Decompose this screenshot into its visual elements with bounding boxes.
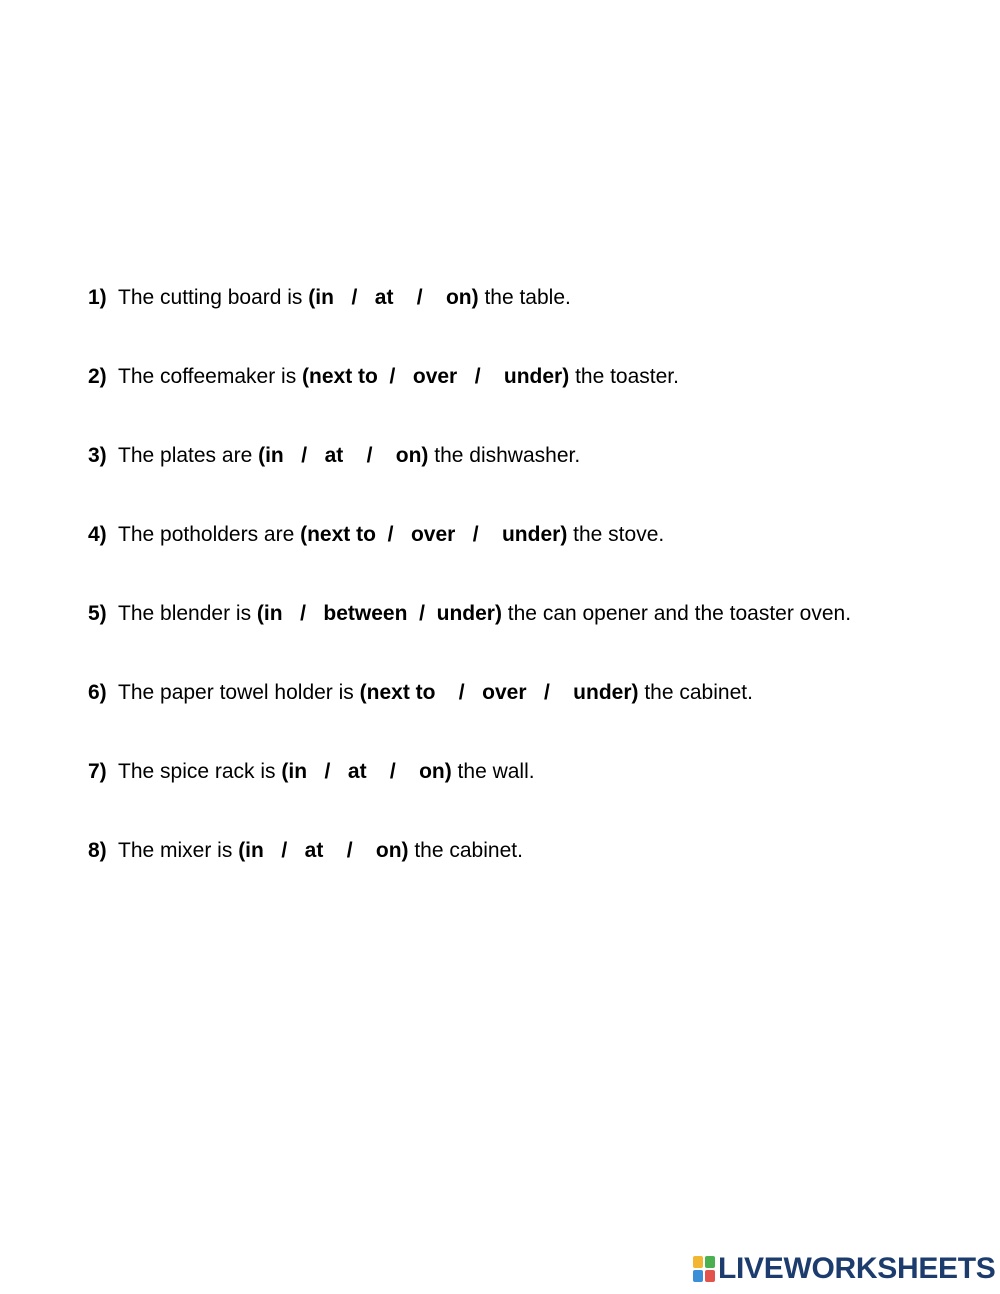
question-number: 8)	[88, 839, 107, 862]
logo-tile	[693, 1256, 703, 1268]
question-choices[interactable]: (in / at / on)	[281, 760, 452, 783]
question-text-after: the can opener and the toaster oven.	[501, 602, 852, 625]
question-1	[88, 282, 988, 361]
logo-tile	[693, 1270, 703, 1282]
question-7	[88, 756, 988, 835]
question-text-before: The mixer is	[118, 839, 239, 862]
question-choices[interactable]: (in / at / on)	[238, 839, 409, 862]
question-number: 7)	[88, 760, 107, 783]
liveworksheets-logo-icon	[693, 1256, 715, 1282]
question-text-after: the dishwasher.	[428, 444, 581, 467]
question-text-before: The cutting board is	[118, 286, 309, 309]
question-text-before: The plates are	[118, 444, 259, 467]
question-text-before: The blender is	[118, 602, 257, 625]
question-text-before: The paper towel holder is	[118, 681, 360, 704]
question-number: 3)	[88, 444, 107, 467]
question-number: 1)	[88, 286, 107, 309]
question-number: 5)	[88, 602, 107, 625]
question-text-after: the toaster.	[569, 365, 679, 388]
question-choices[interactable]: (in / at / on)	[258, 444, 429, 467]
question-choices[interactable]: (in / at / on)	[308, 286, 479, 309]
question-2	[88, 361, 988, 440]
question-text-after: the cabinet.	[408, 839, 523, 862]
question-6	[88, 677, 988, 756]
question-text-before: The spice rack is	[118, 760, 282, 783]
logo-tile	[705, 1256, 715, 1268]
question-number: 4)	[88, 523, 107, 546]
question-choices[interactable]: (next to / over / under)	[300, 523, 568, 546]
logo-tile	[705, 1270, 715, 1282]
question-text-after: the cabinet.	[638, 681, 753, 704]
question-text-after: the table.	[478, 286, 571, 309]
question-text-before: The potholders are	[118, 523, 301, 546]
brand-wordmark: LIVEWORKSHEETS	[718, 1252, 996, 1285]
liveworksheets-brand	[693, 1252, 996, 1286]
question-text-after: the stove.	[567, 523, 665, 546]
question-text-before: The coffeemaker is	[118, 365, 303, 388]
question-list	[88, 282, 988, 914]
question-text-after: the wall.	[451, 760, 535, 783]
question-number: 2)	[88, 365, 107, 388]
question-choices[interactable]: (in / between / under)	[256, 602, 502, 625]
question-3	[88, 440, 988, 519]
question-choices[interactable]: (next to / over / under)	[302, 365, 570, 388]
question-4	[88, 519, 988, 598]
question-5	[88, 598, 988, 677]
question-8	[88, 835, 988, 914]
question-choices[interactable]: (next to / over / under)	[359, 681, 639, 704]
question-number: 6)	[88, 681, 107, 704]
